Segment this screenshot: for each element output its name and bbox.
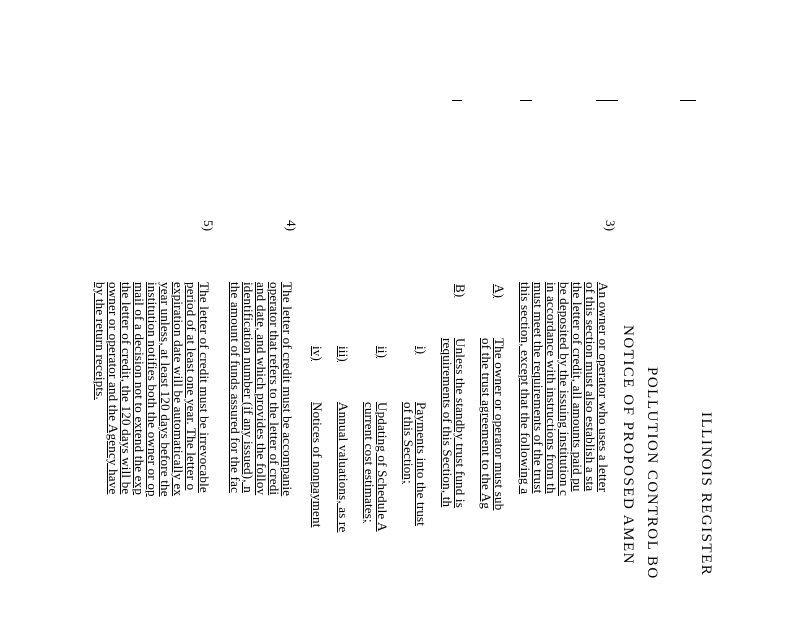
item-3Bi-line-2: of this Section; <box>401 402 416 484</box>
item-4-line-3: and date, and which provides the follov <box>254 282 269 496</box>
item-5-number: 5) <box>201 220 216 232</box>
item-5-line-8: owner or operator and the Agency have <box>106 282 121 495</box>
board-title: POLLUTION CONTROL BO <box>644 367 660 580</box>
revision-bar-3 <box>520 100 532 101</box>
item-5-line-5: institution notifies both the owner or op <box>145 282 160 497</box>
item-3A-line-1: The owner or operator must sub <box>492 338 507 511</box>
item-3B-line-1: Unless the standby trust fund is <box>453 338 468 508</box>
item-5-line-2: period of at least one year. The letter o <box>184 282 199 491</box>
item-3B-line-2: requirements of this Section, th <box>440 338 455 508</box>
item-3-line-6: must meet the requirements of the trust <box>531 282 546 494</box>
item-5-line-9: by the return receipts. <box>93 282 108 400</box>
item-5-line-7: the letter of credit, the 120 days will be <box>119 282 134 495</box>
item-3-line-3: the letter of credit, all amounts paid pu <box>570 282 585 492</box>
item-4-line-5: the amount of funds assured for the fac <box>228 282 243 494</box>
register-title: ILLINOIS REGISTER <box>698 412 714 577</box>
item-3A-label: A) <box>492 284 507 299</box>
item-3Bii-label: ii) <box>375 346 390 359</box>
item-3B-label: B) <box>453 284 468 298</box>
revision-bar-1 <box>680 100 696 101</box>
item-4-line-4: identification number (if any issued), n <box>241 282 256 493</box>
item-4-line-1: The letter of credit must be accompanie <box>280 282 295 497</box>
item-4-line-2: operator that refers to the letter of credi <box>267 282 282 496</box>
item-4-number: 4) <box>284 220 299 232</box>
item-3-number: 3) <box>603 220 618 232</box>
item-5-line-3: expiration date will be automatically ex <box>171 282 186 497</box>
item-3A-line-2: of the trust agreement to the Ag <box>479 338 494 510</box>
item-3Bi-label: i) <box>414 346 429 355</box>
item-3-line-7: this section, except that the following a <box>518 282 533 495</box>
revision-bar-4 <box>452 100 462 101</box>
revision-bar-2 <box>596 100 618 101</box>
item-5-line-1: The letter of credit must be irrevocable <box>197 282 212 493</box>
item-3Biii-line-1: Annual valuations, as re <box>336 402 351 533</box>
item-3Bi-line-1: Payments into the trust <box>414 402 429 527</box>
item-3Biii-label: iii) <box>336 346 351 362</box>
item-3-line-1: An owner or operator who uses a letter <box>596 282 611 493</box>
item-3Biv-label: iv) <box>310 346 325 362</box>
item-5-line-6: mail of a decision not to extend the exp <box>132 282 147 496</box>
item-3Bii-line-2: current cost estimates; <box>362 402 377 523</box>
item-3-line-4: be deposited by the issuing institution c <box>557 282 572 497</box>
item-3Bii-line-1: Updating of Schedule A <box>375 402 390 532</box>
item-3-line-2: of this section must also establish a sta <box>583 282 598 492</box>
item-3-line-5: in accordance with instructions from th <box>544 282 559 494</box>
notice-title: NOTICE OF PROPOSED AMEN <box>620 325 636 565</box>
item-5-line-4: year unless, at least 120 days before the <box>158 282 173 497</box>
item-3Biv-line-1: Notices of nonpayment <box>310 402 325 528</box>
